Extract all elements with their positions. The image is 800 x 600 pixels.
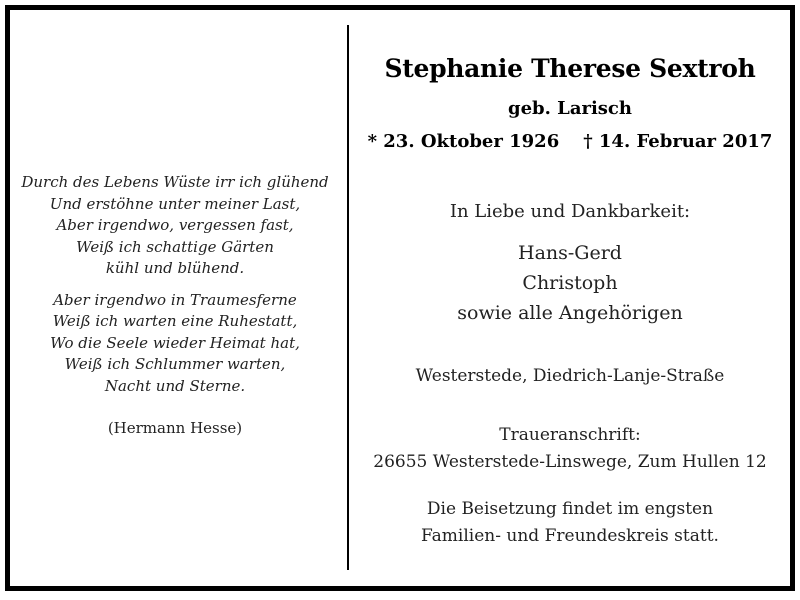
mourning-address	[360, 422, 780, 476]
birth-name: geb. Larisch	[508, 98, 632, 119]
deceased-name: Stephanie Therese Sextroh	[384, 54, 756, 83]
poem-line: Weiß ich warten eine Ruhestatt,	[52, 312, 298, 330]
poem-line: Nacht und Sterne.	[104, 376, 246, 395]
poem-line: Weiß ich Schlummer warten,	[64, 355, 286, 373]
mourners-intro: In Liebe und Dankbarkeit:	[449, 201, 691, 222]
poem-line: Wo die Seele wieder Heimat hat,	[50, 333, 300, 352]
poem-stanza-1	[16, 172, 334, 280]
birth-date: * 23. Oktober 1926	[367, 131, 560, 152]
mourners-list	[360, 238, 780, 328]
burial-line: Familien- und Freundeskreis statt.	[421, 526, 719, 546]
burial-note	[360, 496, 780, 550]
poem-line: kühl und blühend.	[105, 259, 245, 277]
poem-line: Durch des Lebens Wüste irr ich glühend	[21, 173, 329, 191]
vertical-divider	[347, 25, 349, 570]
address-value: 26655 Westerstede-Linswege, Zum Hullen 12	[373, 452, 767, 472]
poem-line: Und erstöhne unter meiner Last,	[49, 194, 301, 213]
mourner-name: sowie alle Angehörigen	[457, 302, 683, 324]
location: Westerstede, Diedrich-Lanje-Straße	[415, 366, 725, 386]
death-date: † 14. Februar 2017	[583, 131, 773, 152]
mourner-name: Christoph	[522, 272, 618, 294]
poem-stanza-2	[16, 290, 334, 398]
address-label: Traueranschrift:	[499, 425, 641, 445]
poem-line: Weiß ich schattige Gärten	[76, 237, 274, 256]
poem	[16, 172, 334, 407]
mourner-name: Hans-Gerd	[518, 242, 622, 264]
poem-line: Aber irgendwo in Traumesferne	[53, 290, 297, 309]
poem-author: (Hermann Hesse)	[107, 419, 243, 437]
burial-line: Die Beisetzung findet im engsten	[426, 499, 714, 519]
poem-line: Aber irgendwo, vergessen fast,	[56, 216, 294, 234]
life-dates	[360, 131, 780, 152]
